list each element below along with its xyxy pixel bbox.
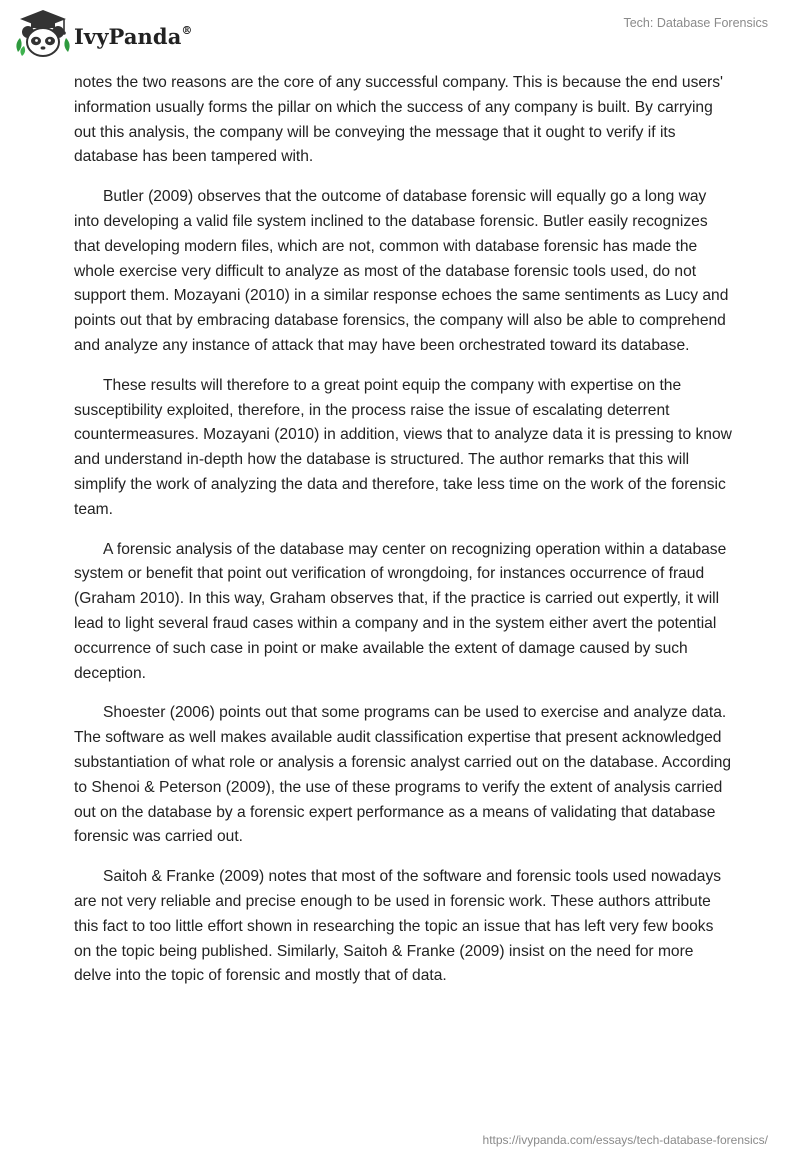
paragraph: A forensic analysis of the database may center on recognizing operation within a database system or benefit that point out verification of wrongdoing, for instances occurrence of fraud (Graham 2010). In this way, Graham observes that, if the practice is carried out expertly, it will lead to light several fraud cases within a company and in the system either avert the potential occurrence of such case in point or make available the extent of damage caused by such deception.	[74, 540, 727, 682]
panda-graduate-icon	[14, 8, 72, 60]
paragraph: notes the two reasons are the core of any successful company. This is because the end users' information usually forms the pillar on which the success of any company is built. By carrying out this analysis, the company will be conveying the message that it ought to verify if its database has been tampered with.	[74, 74, 724, 166]
essay-body	[74, 71, 734, 1004]
paragraph: Shoester (2006) points out that some programs can be used to exercise and analyze data. The software as well makes available audit classification expertise that present acknowledged substantiation of what role or analysis a forensic analyst carried out on the database. According to Shenoi & Peterson (2009), the use of these programs to verify the extent of analysis carried out on the database by a forensic expert performance as a means of validating that database forensic was carried out.	[74, 704, 732, 846]
paragraph: Butler (2009) observes that the outcome of database forensic will equally go a long way into developing a valid file system inclined to the database forensic. Butler easily recognizes that developing modern files, which are not, common with database forensic has made the whole exercise very difficult to analyze as most of the database forensic tools used, do not support them. Mozayani (2010) in a similar response echoes the same sentiments as Lucy and points out that by embracing database forensics, the company will also be able to comprehend and analyze any instance of attack that may have been orchestrated toward its database.	[74, 188, 729, 354]
paragraph: Saitoh & Franke (2009) notes that most of the software and forensic tools used nowadays are not very reliable and precise enough to be used in forensic work. These authors attribute this fact to too little effort shown in researching the topic an issue that has left very few books on the topic being published. Similarly, Saitoh & Franke (2009) insist on the need for more delve into the topic of forensic and mostly that of data.	[74, 868, 722, 985]
brand-name: IvyPanda®	[74, 23, 193, 49]
document-title: Tech: Database Forensics	[623, 16, 768, 30]
page-header	[0, 0, 800, 70]
source-url[interactable]: https://ivypanda.com/essays/tech-database-forensics/	[482, 1133, 768, 1147]
paragraph: These results will therefore to a great point equip the company with expertise on the susceptibility exploited, therefore, in the process raise the issue of escalating deterrent countermeasures. Mozayani (2010) in addition, views that to analyze data it is pressing to know and understand in-depth how the database is structured. The author remarks that this will simplify the work of analyzing the data and therefore, take less time on the work of the forensic team.	[74, 376, 732, 518]
ivypanda-logo[interactable]	[14, 8, 193, 60]
